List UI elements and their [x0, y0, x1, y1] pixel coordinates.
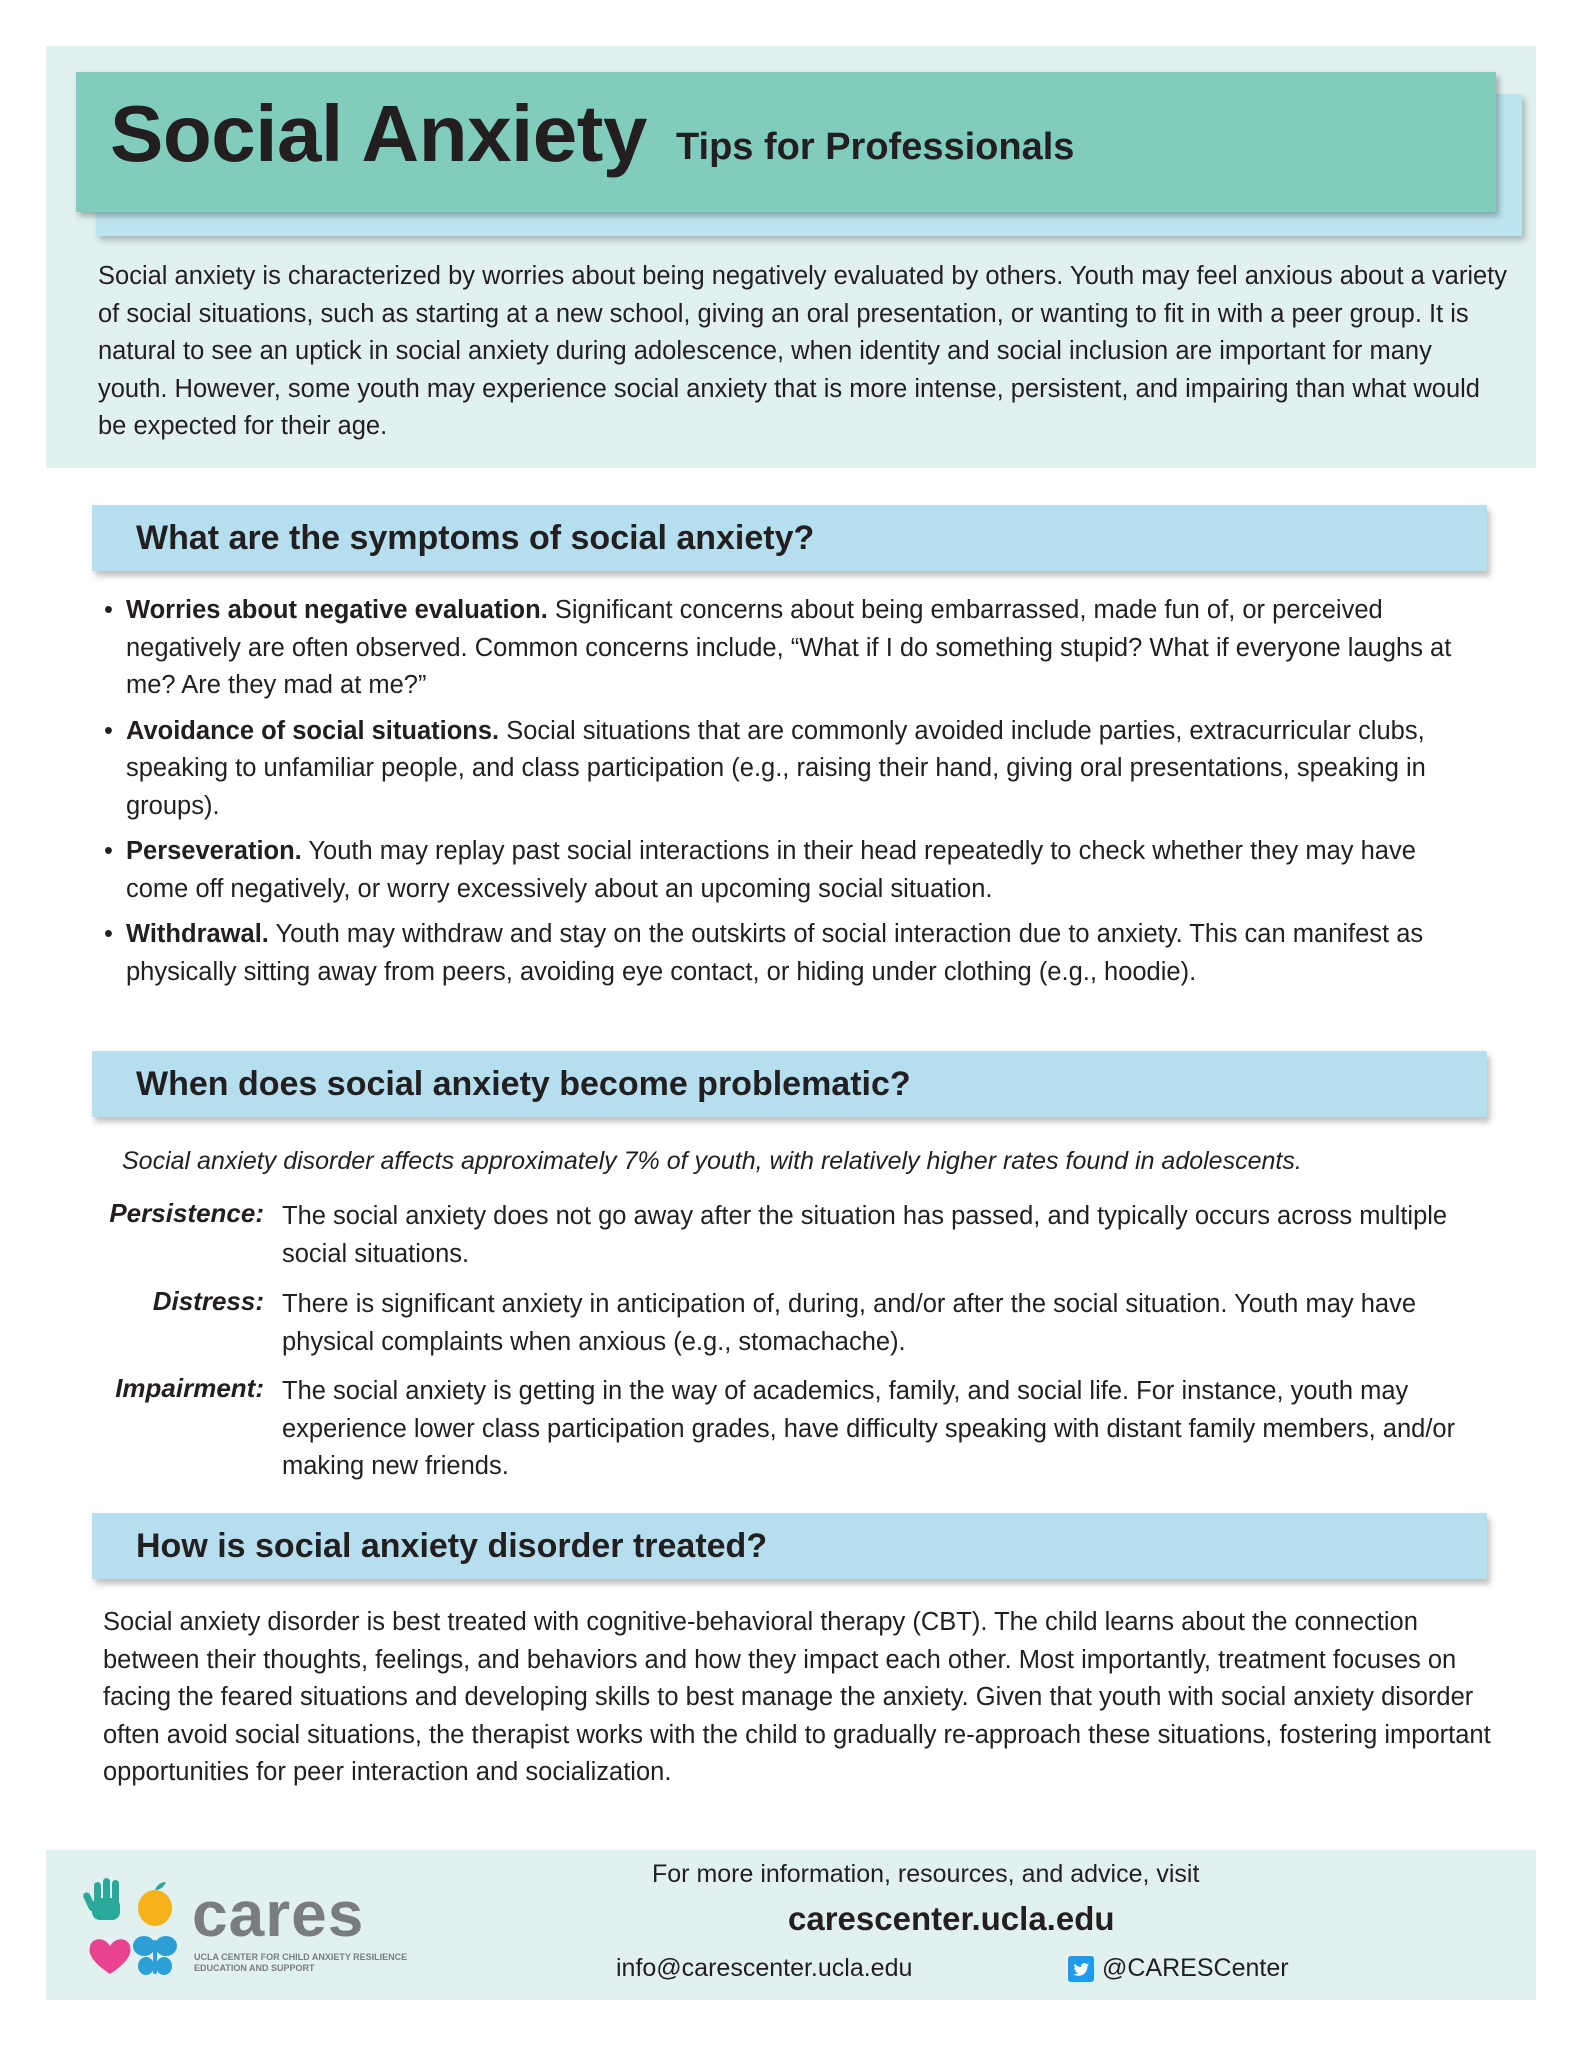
definition-term: Distress: [152, 1286, 264, 1316]
section-header-treatment [92, 1513, 1487, 1579]
page-title: Social Anxiety [110, 89, 647, 178]
list-item [104, 713, 1484, 826]
email-link[interactable]: info@carescenter.ucla.edu [616, 1954, 913, 1982]
section-header-problematic [92, 1051, 1487, 1117]
hand-icon [82, 1878, 120, 1920]
twitter-icon[interactable] [1068, 1956, 1094, 1982]
apple-icon [138, 1882, 172, 1926]
butterfly-icon [133, 1936, 177, 1975]
bullet-term: Worries about negative evaluation. [126, 596, 548, 624]
logo-wordmark: cares [192, 1878, 365, 1950]
definition-text: The social anxiety does not go away after the situation has passed, and typically occurs across multiple social situations. [282, 1202, 1448, 1268]
bullet-icon: • [104, 596, 113, 624]
cares-logo [82, 1876, 422, 1976]
heart-icon [90, 1939, 131, 1974]
bullet-term: Withdrawal. [126, 920, 269, 948]
treatment-paragraph: Social anxiety disorder is best treated with cognitive-behavioral therapy (CBT). The child learns about the connection between their thoughts, feelings, and behaviors and how they impact each other. Most importantly, treatment focuses on facing the feared situations and developing skills to best manage the anxiety. Given that youth with social anxiety disorder often avoid social situations, the therapist works with the child to gradually re-approach these situations, fostering important opportunities for peer interaction and socialization. [103, 1608, 1491, 1786]
twitter-handle[interactable]: @CARESCenter [1102, 1954, 1289, 1982]
definition-text: There is significant anxiety in anticipation of, during, and/or after the social situation. Youth may have physical complaints when anxious (e.g., stomachache). [282, 1290, 1417, 1356]
logo-icons [82, 1876, 182, 1980]
bullet-term: Perseveration. [126, 837, 302, 865]
section-header-symptoms [92, 505, 1487, 571]
website-link[interactable]: carescenter.ucla.edu [788, 1900, 1115, 1937]
title-banner [76, 72, 1496, 212]
prevalence-note: Social anxiety disorder affects approximately 7% of youth, with relatively higher rates found in adolescents. [122, 1147, 1302, 1175]
page-subtitle: Tips for Professionals [676, 126, 1075, 168]
bullet-text: Youth may withdraw and stay on the outskirts of social interaction due to anxiety. This can manifest as physically sitting away from peers, avoiding eye contact, or hiding under clothing (e.g., hoodie). [126, 920, 1424, 986]
bullet-text: Significant concerns about being embarrassed, made fun of, or perceived negatively are often observed. Common concerns include, “What if I do something stupid? What if everyone laughs at me? Are they mad at me?” [126, 596, 1452, 699]
list-item [104, 592, 1484, 705]
section-heading: How is social anxiety disorder treated? [136, 1527, 768, 1565]
footer-visit-text: For more information, resources, and advice, visit [652, 1860, 1200, 1888]
intro-paragraph: Social anxiety is characterized by worries about being negatively evaluated by others. Youth may feel anxious about a variety of social situations, such as starting at a new school, giving an oral presentation, or wanting to fit in with a peer group. It is natural to see an uptick in social anxiety during adolescence, when identity and social inclusion are important for many youth. However, some youth may experience social anxiety that is more intense, persistent, and impairing than what would be expected for their age. [98, 262, 1507, 440]
bullet-icon: • [104, 920, 113, 948]
bullet-text: Youth may replay past social interactions in their head repeatedly to check whether they may have come off negatively, or worry excessively about an upcoming social situation. [126, 837, 1416, 903]
bullet-icon: • [104, 716, 113, 745]
list-item [104, 833, 1484, 908]
symptoms-list [104, 592, 1484, 999]
logo-subtitle: UCLA CENTER FOR CHILD ANXIETY RESILIENCE EDUCATION AND SUPPORT [194, 1952, 408, 1973]
bullet-term: Avoidance of social situations. [126, 716, 500, 745]
list-item [104, 916, 1484, 991]
section-heading: When does social anxiety become problematic? [136, 1065, 911, 1103]
definition-term: Impairment: [115, 1373, 264, 1403]
definition-text: The social anxiety is getting in the way of academics, family, and social life. For instance, youth may experience lower class participation grades, have difficulty speaking with distant family members, and/or making new friends. [282, 1377, 1456, 1480]
section-heading: What are the symptoms of social anxiety? [136, 519, 815, 557]
bullet-text: Social situations that are commonly avoided include parties, extracurricular clubs, speaking to unfamiliar people, and class participation (e.g., raising their hand, giving oral presentations, speaking in groups). [126, 716, 1426, 820]
definition-term: Persistence: [109, 1198, 264, 1228]
footer [46, 1850, 1536, 2000]
bullet-icon: • [104, 837, 113, 865]
